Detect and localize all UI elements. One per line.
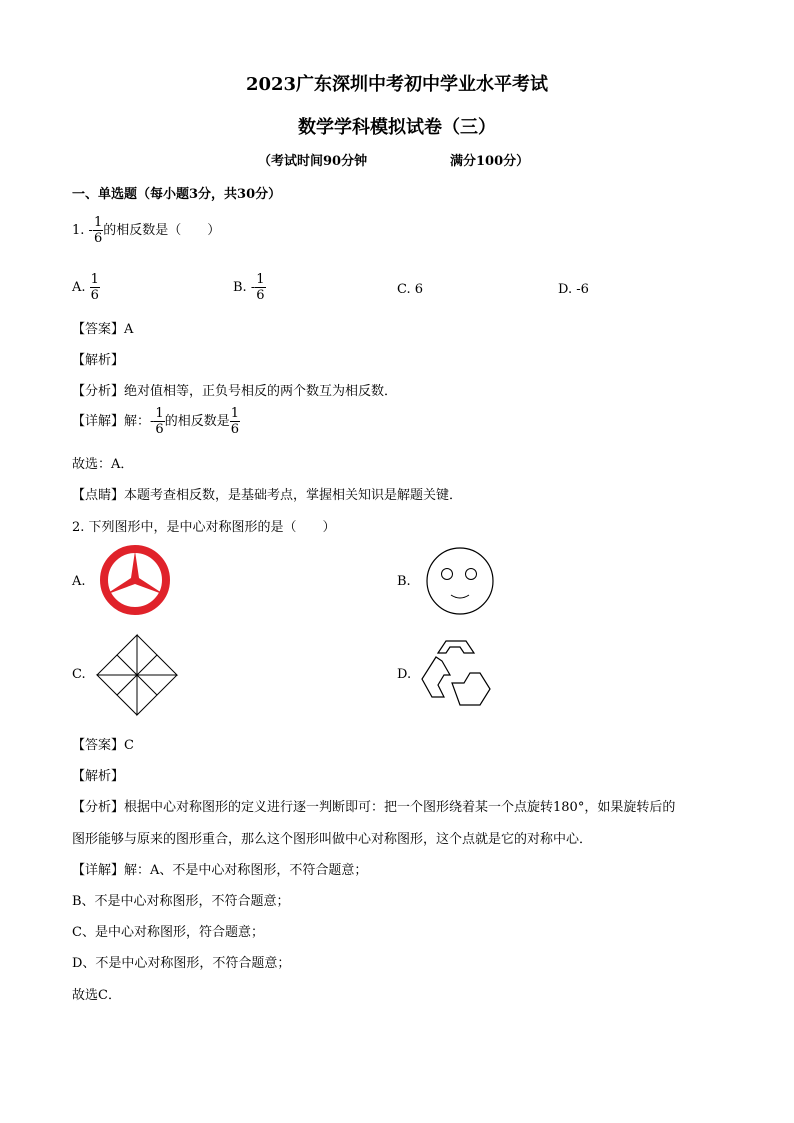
exam-time: （考试时间90分钟 [258,154,368,169]
q1-prefix: 1. - [72,223,93,238]
q2-option-b-label: B. [397,574,411,589]
q1-frac-den: 6 [93,231,103,246]
q2-choose: 故选C． [72,988,121,1003]
page-title: 2023广东深圳中考初中学业水平考试 [245,74,549,95]
q1-fraction [93,215,103,246]
q1-option-b-num: 1 [256,272,265,287]
page-subtitle: 数学学科模拟试卷（三） [298,117,496,138]
question-1-stem [72,215,220,246]
q2-option-c-label: C. [72,667,86,682]
q1-option-a [72,272,100,303]
q2-analysis: 【解析】 [72,769,125,784]
q1-xiangjie-prefix: 【详解】解：- [72,414,155,429]
q1-fenxi: 【分析】绝对值相等，正负号相反的两个数互为相反数． [72,384,398,399]
q1-xiangjie-num2: 1 [230,406,239,421]
recycle-hexagon-icon [420,639,492,707]
q1-answer: 【答案】A [72,322,134,337]
smiley-face-icon [423,545,497,617]
q2-b-line: B、不是中心对称图形，不符合题意； [72,894,290,909]
q1-option-d: D. -6 [558,282,589,297]
q2-d-line: D、不是中心对称图形，不符合题意； [72,956,291,971]
q1-xiangjie-num1: 1 [155,406,164,421]
q1-option-b-fraction [255,272,265,303]
q2-option-a-label: A. [72,574,86,589]
q1-xiangjie-den2: 6 [230,422,239,437]
q1-xiangjie-frac2 [230,406,240,437]
q1-suffix: 的相反数是（ ） [103,223,221,238]
q1-option-a-label: A. [72,280,86,295]
q2-option-d-label: D. [397,667,412,682]
q1-option-b-den: 6 [256,288,265,303]
q2-c-line: C、是中心对称图形，符合题意； [72,925,264,940]
q1-option-a-num: 1 [90,272,99,287]
q1-xiangjie-mid: 的相反数是 [164,414,230,429]
q1-xiangjie-frac1 [154,406,164,437]
q1-dianjing: 【点睛】本题考查相反数，是基础考点，掌握相关知识是解题关键． [72,488,463,503]
q1-option-b-label: B. - [233,280,256,295]
q1-analysis: 【解析】 [72,353,125,368]
q2-xiangjie: 【详解】解：A、不是中心对称图形，不符合题意； [72,863,368,878]
q2-fenxi-line2: 图形能够与原来的图形重合，那么这个图形叫做中心对称图形，这个点就是它的对称中心． [72,832,593,847]
q1-xiangjie [72,406,240,437]
q1-option-a-fraction [90,272,100,303]
section-heading: 一、单选题（每小题3分，共30分） [72,187,282,202]
question-2-stem: 2. 下列图形中，是中心对称图形的是（ ） [72,520,336,535]
q1-option-c: C. 6 [397,282,424,297]
pinwheel-icon [95,633,179,717]
full-score: 满分100分） [450,154,530,169]
q1-option-a-den: 6 [90,288,99,303]
q1-xiangjie-den1: 6 [155,422,164,437]
q2-answer: 【答案】C [72,738,134,753]
q1-choose: 故选：A． [72,457,134,472]
q1-frac-num: 1 [93,215,103,230]
mercedes-logo-icon [97,544,173,616]
q2-fenxi-line1: 【分析】根据中心对称图形的定义进行逐一判断即可：把一个图形绕着某一个点旋转180°，如果旋转后的 [72,800,676,815]
q1-option-b [233,272,266,303]
